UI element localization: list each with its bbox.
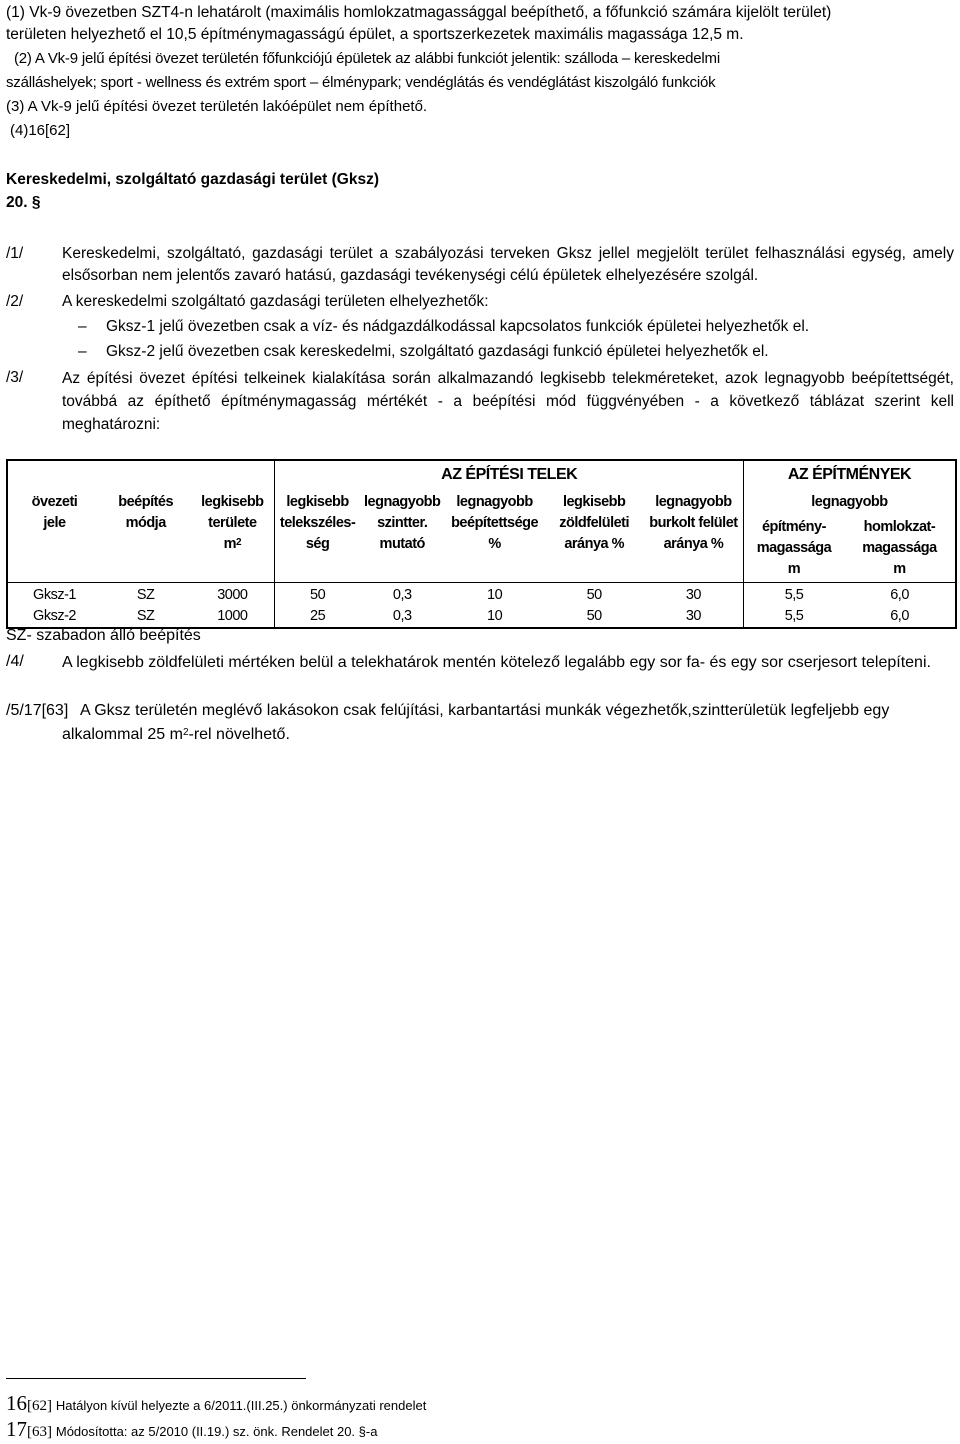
- para-text-3: Az építési övezet építési telkeinek kialakítása során alkalmazandó legkisebb telekméreteket, azok legnagyobb beépítettségét, továbbá az építhető építménymagasság mértékét - a beépítési mód függvényében - a következő táblázat szerint kell meghatározni:: [62, 370, 954, 433]
- table-header-zone: övezeti jele: [7, 488, 101, 582]
- table-group-header-plot: AZ ÉPÍTÉSI TELEK: [275, 460, 744, 488]
- table-header-min-area: legkisebb területe $m^2$: [201, 494, 264, 552]
- para-1-line-2: területen helyezhető el 10,5 építménymagasságú épület, a sportszerkezetek maximális magassága 12,5 m.: [6, 26, 744, 43]
- table-header-facade-height: homlokzat- magassága m: [862, 519, 937, 577]
- bullet-item-1: Gksz-1 jelű övezetben csak a víz- és nádgazdálkodással kapcsolatos funkciók épületei helyezhetők el.: [106, 318, 810, 335]
- para-number-3: /3/: [6, 369, 24, 386]
- table-header-building-height: építmény- magassága m: [756, 519, 832, 577]
- para-3: (3) A Vk-9 jelű építési övezet területén lakóépület nem építhető.: [6, 98, 428, 115]
- sz-note: SZ- szabadon álló beépítés: [6, 627, 201, 644]
- para-text-5-line-1: A Gksz területén meglévő lakásokon csak felújítási, karbantartási munkák végezhetők,szintterületük legfeljebb egy: [80, 702, 890, 719]
- table-header-build-mode: beépítés módja: [118, 494, 174, 531]
- table-row: Gksz-2 SZ 1000 25 0,3 10 50 30 5,5 6,0: [7, 606, 956, 628]
- footnote-17: 17[63] Módosította: az 5/2010 (II.19.) sz. önk. Rendelet 20. §-a: [6, 1417, 378, 1441]
- footnote-16: 16[62] Hatályon kívül helyezte a 6/2011.(III.25.) önkormányzati rendelet: [6, 1391, 427, 1415]
- table-group-header-buildings: AZ ÉPÍTMÉNYEK: [743, 460, 956, 488]
- bullet-dash-2: –: [78, 343, 87, 360]
- para-text-4: A legkisebb zöldfelületi mértéken belül a telekhatárok mentén kötelező legalább egy sor fa- és egy sor cserjesort telepíteni.: [62, 654, 931, 671]
- table-row: Gksz-1 SZ 3000 50 0,3 10 50 30 5,5 6,0: [7, 582, 956, 606]
- para-text-2: A kereskedelmi szolgáltató gazdasági területen elhelyezhetők:: [62, 293, 489, 310]
- table-header-min-green: legkisebb zöldfelületi aránya %: [559, 494, 630, 552]
- table-header-max-heights: [743, 488, 956, 582]
- section-number: 20. §: [6, 194, 41, 211]
- table-header-max-label: legnagyobb: [811, 494, 888, 510]
- para-number-4: /4/: [6, 653, 24, 670]
- zoning-table: [6, 459, 957, 629]
- table-header-floor-ratio: legnagyobb szintter. mutató: [364, 494, 441, 552]
- para-text-5-line-2: alkalommal 25 $m^2$-rel növelhető.: [62, 726, 290, 743]
- para-4: (4)16[62]: [10, 122, 71, 139]
- footnote-separator: [6, 1378, 306, 1379]
- para-number-2: /2/: [6, 293, 24, 310]
- table-header-max-coverage: legnagyobb beépítettsége %: [451, 494, 539, 552]
- bullet-item-2: Gksz-2 jelű övezetben csak kereskedelmi, szolgáltató gazdasági funkció épületei helyezhetők el.: [106, 343, 769, 360]
- para-number-1: /1/: [6, 245, 24, 262]
- bullet-dash-1: –: [78, 318, 87, 335]
- para-1-line-1: (1) Vk-9 övezetben SZT4-n lehatárolt (maximális homlokzatmagassággal beépíthető, a főfunkció számára kijelölt terület): [6, 4, 832, 21]
- table-header-min-width: legkisebb telekszéles- ség: [275, 488, 360, 582]
- section-title: Kereskedelmi, szolgáltató gazdasági terület (Gksz): [6, 171, 379, 188]
- para-2-line-2: szálláshelyek; sport - wellness és extrém sport – élménypark; vendéglátás és vendéglátást kiszolgáló funkciók: [6, 74, 716, 91]
- para-text-1: Kereskedelmi, szolgáltató, gazdasági terület a szabályozási terveken Gksz jellel megjelölt terület felhasználási egység, amely elsősorban nem jelentős zavaró hatású, gazdasági tevékenységi célú épületek elhelyezésére szolgál.: [62, 245, 954, 284]
- para-number-5: /5/17[63]: [6, 702, 69, 719]
- table-header-max-paved: legnagyobb burkolt felület aránya %: [649, 494, 738, 552]
- para-2-line-1: (2) A Vk-9 jelű építési övezet területén főfunkciójú épületek az alábbi funkciót jelentik: szálloda – kereskedelmi: [14, 50, 720, 67]
